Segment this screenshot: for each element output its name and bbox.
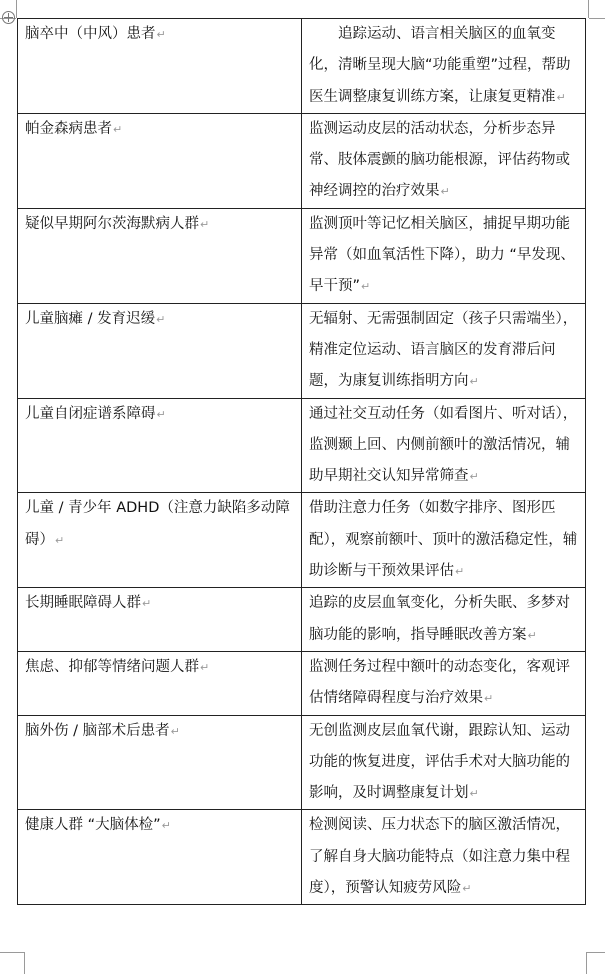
paragraph-mark-icon: ↵ <box>556 90 566 104</box>
application-cell <box>302 493 586 588</box>
application-text: 监测运动皮层的活动状态，分析步态异常、肢体震颤的脑功能根源，评估药物或神经调控的治疗效果 <box>309 120 570 200</box>
application-cell <box>302 113 586 208</box>
application-text: 借助注意力任务（如数字排序、图形匹配），观察前额叶、顶叶的激活稳定性，辅助诊断与干预效果评估 <box>309 500 578 580</box>
crop-mark-bottom-left-h <box>0 952 24 953</box>
application-cell <box>302 19 586 114</box>
crop-mark-top-right-v <box>588 0 589 18</box>
application-text: 检测阅读、压力状态下的脑区激活情况，了解自身大脑功能特点（如注意力集中程度），预警认知疲劳风险 <box>309 817 570 897</box>
paragraph-mark-icon: ↵ <box>484 692 494 706</box>
paragraph-mark-icon: ↵ <box>361 280 371 294</box>
table-row <box>18 113 586 208</box>
paragraph-mark-icon: ↵ <box>55 533 65 547</box>
application-cell <box>302 303 586 398</box>
paragraph-mark-icon: ↵ <box>469 470 479 484</box>
group-text: 帕金森病患者 <box>25 120 112 137</box>
table-row <box>18 19 586 114</box>
application-table <box>17 18 586 905</box>
paragraph-mark-icon: ↵ <box>170 724 180 738</box>
application-text: 无辐射、无需强制固定（孩子只需端坐），精准定位运动、语言脑区的发育滞后问题，为康复训练指明方向 <box>309 310 578 390</box>
paragraph-mark-icon: ↵ <box>113 122 123 136</box>
group-cell <box>18 810 302 905</box>
indent-spacer <box>309 26 338 42</box>
paragraph-mark-icon: ↵ <box>200 660 210 674</box>
table-move-handle-icon[interactable] <box>2 11 15 24</box>
application-cell <box>302 398 586 493</box>
application-cell <box>302 208 586 303</box>
group-cell <box>18 588 302 652</box>
group-text: 脑外伤 / 脑部术后患者 <box>25 722 170 739</box>
table-row <box>18 588 586 652</box>
group-cell <box>18 715 302 810</box>
paragraph-mark-icon: ↵ <box>469 787 479 801</box>
group-cell <box>18 651 302 715</box>
paragraph-mark-icon: ↵ <box>527 628 537 642</box>
table-row <box>18 493 586 588</box>
paragraph-mark-icon: ↵ <box>200 217 210 231</box>
group-cell <box>18 303 302 398</box>
paragraph-mark-icon: ↵ <box>156 312 166 326</box>
group-cell <box>18 398 302 493</box>
group-text: 儿童 / 青少年 ADHD（注意力缺陷多动障碍） <box>25 500 290 548</box>
application-cell <box>302 810 586 905</box>
application-text: 监测顶叶等记忆相关脑区，捕捉早期功能异常（如血氧活性下降），助力 “早发现、早干预” <box>309 215 575 295</box>
table-row <box>18 303 586 398</box>
application-text: 追踪的皮层血氧变化，分析失眠、多梦对脑功能的影响，指导睡眠改善方案 <box>309 595 570 643</box>
group-cell <box>18 208 302 303</box>
group-text: 焦虑、抑郁等情绪问题人群 <box>25 658 199 675</box>
application-cell <box>302 588 586 652</box>
crop-mark-top-left-v <box>16 0 17 18</box>
group-cell <box>18 113 302 208</box>
paragraph-mark-icon: ↵ <box>161 819 171 833</box>
application-cell <box>302 651 586 715</box>
group-text: 疑似早期阿尔茨海默病人群 <box>25 215 199 232</box>
paragraph-mark-icon: ↵ <box>142 597 152 611</box>
table-row <box>18 810 586 905</box>
group-text: 脑卒中（中风）患者 <box>25 26 156 42</box>
crop-mark-bottom-left-v <box>24 952 25 974</box>
application-cell <box>302 715 586 810</box>
application-text: 监测任务过程中额叶的动态变化，客观评估情绪障碍程度与治疗效果 <box>309 658 570 707</box>
group-cell <box>18 19 302 114</box>
group-text: 长期睡眠障碍人群 <box>25 595 141 612</box>
application-text: 无创监测皮层血氧代谢，跟踪认知、运动功能的恢复进度，评估手术对大脑功能的影响，及时调整康复计划 <box>309 722 570 802</box>
group-text: 健康人群 “大脑体检” <box>25 817 161 834</box>
group-cell <box>18 493 302 588</box>
paragraph-mark-icon: ↵ <box>440 185 450 199</box>
table-row <box>18 208 586 303</box>
application-text: 追踪运动、语言相关脑区的血氧变化，清晰呈现大脑“功能重塑”过程，帮助医生调整康复训练方案，让康复更精准 <box>309 26 571 105</box>
crop-mark-top-right-h <box>589 18 605 19</box>
group-text: 儿童自闭症谱系障碍 <box>25 405 156 422</box>
paragraph-mark-icon: ↵ <box>462 882 472 896</box>
table-row <box>18 715 586 810</box>
table-row <box>18 651 586 715</box>
paragraph-mark-icon: ↵ <box>455 565 465 579</box>
paragraph-mark-icon: ↵ <box>469 375 479 389</box>
crop-mark-bottom-right-v <box>586 952 587 974</box>
crop-mark-bottom-right-h <box>587 952 605 953</box>
table-row <box>18 398 586 493</box>
paragraph-mark-icon: ↵ <box>156 407 166 421</box>
paragraph-mark-icon: ↵ <box>156 28 166 41</box>
group-text: 儿童脑瘫 / 发育迟缓 <box>25 310 156 327</box>
application-text: 通过社交互动任务（如看图片、听对话），监测颞上回、内侧前额叶的激活情况，辅助早期社交认知异常筛查 <box>309 405 578 485</box>
